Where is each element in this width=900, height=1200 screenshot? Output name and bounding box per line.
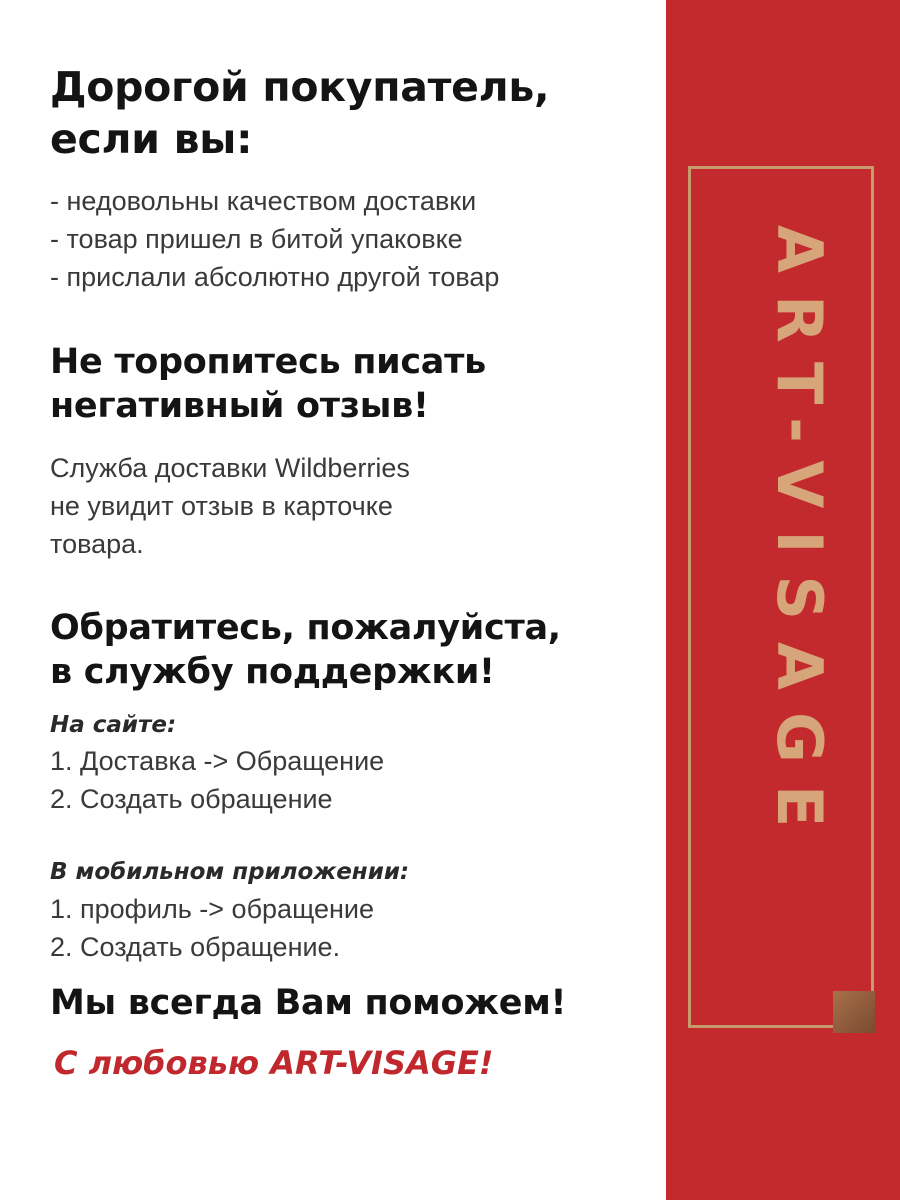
- wildberries-note-line-2: не увидит отзыв в карточке: [50, 491, 393, 521]
- wildberries-note-line-1: Служба доставки Wildberries: [50, 453, 410, 483]
- support-heading: Обратитесь, пожалуйста, в службу поддержки!: [50, 608, 561, 693]
- closing-heading: Мы всегда Вам поможем!: [50, 983, 567, 1023]
- mobile-step-1: 1. профиль -> обращение: [50, 894, 374, 924]
- gold-square-decoration: [833, 991, 875, 1033]
- brand-signature: С любовью ART-VISAGE!: [54, 1044, 494, 1082]
- issue-item-3: - прислали абсолютно другой товар: [50, 262, 500, 292]
- site-subheading: На сайте:: [50, 712, 177, 738]
- greeting-heading: Дорогой покупатель, если вы:: [50, 63, 550, 163]
- mobile-step-2: 2. Создать обращение.: [50, 932, 341, 962]
- issue-item-1: - недовольны качеством доставки: [50, 186, 477, 216]
- mobile-subheading: В мобильном приложении:: [50, 859, 410, 885]
- warning-heading: Не торопитесь писать негативный отзыв!: [50, 342, 486, 427]
- issue-item-2: - товар пришел в битой упаковке: [50, 224, 463, 254]
- brand-vertical-logo: ART-VISAGE: [763, 225, 836, 850]
- site-step-2: 2. Создать обращение: [50, 784, 333, 814]
- site-step-1: 1. Доставка -> Обращение: [50, 746, 385, 776]
- wildberries-note-line-3: товара.: [50, 529, 144, 559]
